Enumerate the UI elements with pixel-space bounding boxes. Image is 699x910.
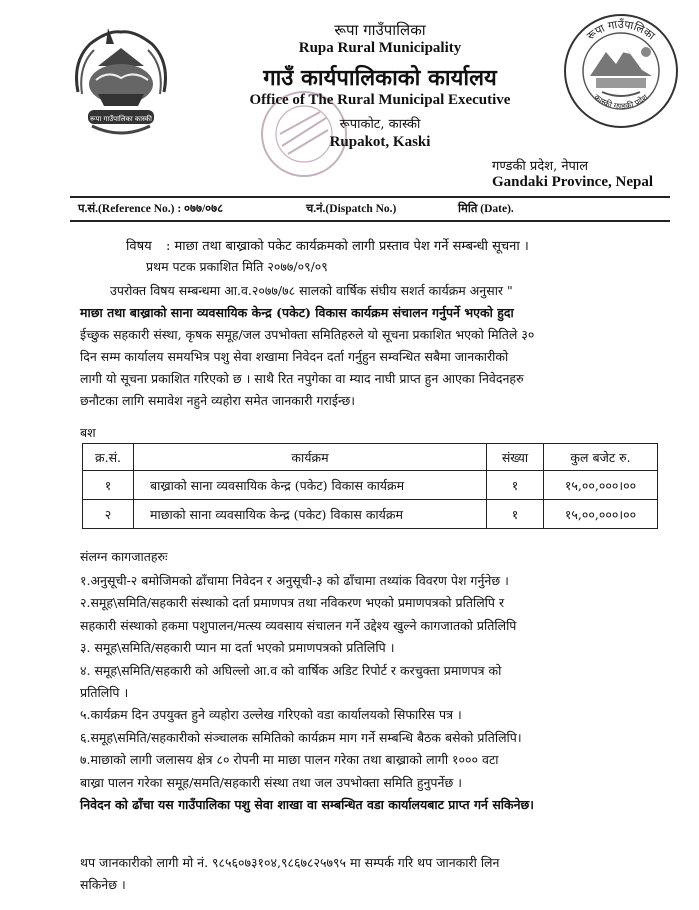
program-table xyxy=(82,443,658,529)
subject-text: : माछा तथा बाख्राको पकेट कार्यक्रमको लागी प्रस्ताव पेश गर्ने सम्बन्धी सूचना । xyxy=(166,239,529,254)
municipality-seal-icon xyxy=(562,12,680,130)
list-item: ४. समूह\समिति/सहकारी को अघिल्लो आ.व को वार्षिक अडिट रिपोर्ट र करचुक्ता प्रमाणपत्र को xyxy=(80,662,502,678)
subject-label: विषय xyxy=(126,239,152,254)
list-item: २.समूह\समिति/सहकारी संस्थाको दर्ता प्रमाणपत्र तथा नविकरण भएको प्रमाणपत्रको प्रतिलिपि र xyxy=(80,595,505,611)
attachments-list xyxy=(80,570,660,816)
place-english: Rupakot, Kaski xyxy=(329,134,431,150)
list-item: प्रतिलिपि । xyxy=(80,685,129,701)
cell-count: १ xyxy=(487,500,544,529)
province-english: Gandaki Province, Nepal xyxy=(492,174,653,190)
cell-program: बाख्राको साना व्यवसायिक केन्द्र (पकेट) विकास कार्यक्रम xyxy=(134,471,487,500)
paragraph-line: छनौटका लागि समावेश नहुने व्यहोरा समेत जानकारी गराईन्छ। xyxy=(80,393,356,408)
place-nepali: रूपाकोट, कास्की xyxy=(339,117,421,132)
list-item: ५.कार्यक्रम दिन उपयुक्त हुने व्यहोरा उल्लेख गरिएको वडा कार्यालयको सिफारिस पत्र । xyxy=(80,707,462,723)
cell-count: १ xyxy=(487,471,544,500)
paragraph-line: माछा तथा बाख्राको साना व्यवसायिक केन्द्र (पकेट) विकास कार्यक्रम संचालन गर्नुपर्ने भएको हुदा xyxy=(80,305,514,320)
list-item: ६.समूह\समिति/सहकारीको संञ्चालक समितिको कार्यक्रम माग गर्ने सम्बन्धि बैठक बसेको प्रतिलिपि। xyxy=(80,729,522,745)
contact-line: सकिनेछ । xyxy=(80,877,126,892)
table-row xyxy=(83,500,658,529)
seal-top-text: रूपा गाउँपालिका xyxy=(584,17,658,43)
paragraph-line: लागी यो सूचना प्रकाशित गरिएको छ । साथै रित नपुगेका वा म्याद नाघी प्राप्त हुन आएका निवेदनहरु xyxy=(80,371,524,386)
notice-paragraph xyxy=(80,280,640,412)
cell-serial: २ xyxy=(83,500,134,529)
table-row xyxy=(83,471,658,500)
paragraph-line: दिन सम्म कार्यालय समयभित्र पशु सेवा शखामा निवेदन दर्ता गर्नुहुन सम्वन्धित सबैमा जानकारीको xyxy=(80,349,509,364)
list-item: निवेदन को ढाँचा यस गाउँपालिका पशु सेवा शाखा वा सम्बन्धित वडा कार्यालयबाट प्राप्त गर्न सकिनेछ। xyxy=(80,797,535,813)
province-nepali: गण्डकी प्रदेश, नेपाल xyxy=(492,159,589,174)
col-count-header: संख्या xyxy=(487,444,544,471)
attachments-title: संलग्न कागजातहरुः xyxy=(80,549,168,564)
paragraph-line: ईच्छुक सहकारी संस्था, कृषक समूह/जल उपभोक्ता समितिहरुले यो सूचना प्रकाशित भएको मितिले ३० xyxy=(80,327,535,342)
contact-line: थप जानकारीको लागी मो नं. ९८५६०७३१०४,९८६७८२५७९५ मा सम्पर्क गरि थप जानकारी लिन xyxy=(80,855,500,870)
cell-budget: १५,००,०००।०० xyxy=(544,500,658,529)
list-item: ७.माछाको लागी जलासय क्षेत्र ८० रोपनी मा माछा पालन गरेका तथा बाख्राको लागी १००० वटा xyxy=(80,752,499,768)
published-date: प्रथम पटक प्रकाशित मिति २०७७/०९/०९ xyxy=(146,259,328,274)
table-header-row xyxy=(83,444,658,471)
municipality-name-english: Rupa Rural Municipality xyxy=(298,40,462,56)
cell-budget: १५,००,०००।०० xyxy=(544,471,658,500)
list-item: सहकारी संस्थाको हकमा पशुपालन/मत्स्य व्यवसाय संचालन गर्ने उद्देश्य खुल्ने कागजातको प्रतिलिपि xyxy=(80,617,517,633)
document-date: मिति (Date). xyxy=(458,203,514,215)
dispatch-number: च.नं.(Dispatch No.) xyxy=(306,203,397,215)
list-item: ३. समूह\समिति/सहकारी प्यान मा दर्ता भएको प्रमाणपत्रको प्रतिलिपि । xyxy=(80,640,395,656)
municipality-name-nepali: रूपा गाउँपालिका xyxy=(334,21,426,39)
col-serial-header: क्र.सं. xyxy=(83,444,134,471)
seal-bottom-text: कास्की गण्डकी प्रदेश xyxy=(592,92,650,111)
list-item: बाख्रा पालन गरेका समूह/समति/सहकारी संस्था तथा जल उपभोक्ता समिति हुनुपर्नेछ । xyxy=(80,774,462,790)
list-item: १.अनुसूची-२ बमोजिमको ढाँचामा निवेदन र अनुसूची-३ को ढाँचामा तथ्यांक विवरण पेश गर्नुनेछ । xyxy=(80,573,509,588)
paragraph-line: उपरोक्त विषय सम्बन्धमा आ.व.२०७७/७८ सालको वार्षिक संघीय सशर्त कार्यक्रम अनुसार " xyxy=(110,283,513,298)
cell-serial: १ xyxy=(83,471,134,500)
closing-word: बश xyxy=(80,425,96,440)
nepal-emblem-icon xyxy=(68,22,174,142)
cell-program: माछाको साना व्यवसायिक केन्द्र (पकेट) विकास कार्यक्रम xyxy=(134,500,487,529)
office-name-nepali: गाउँ कार्यपालिकाको कार्यालय xyxy=(263,65,497,91)
reference-bar xyxy=(70,196,670,222)
col-budget-header: कुल बजेट रु. xyxy=(544,444,658,471)
col-program-header: कार्यक्रम xyxy=(134,444,487,471)
emblem-motto-text: रूपा गाउँपालिका कास्की xyxy=(90,115,152,123)
office-name-english: Office of The Rural Municipal Executive xyxy=(249,92,511,108)
reference-number: प.सं.(Reference No.) : ०७७/०७८ xyxy=(78,203,224,215)
